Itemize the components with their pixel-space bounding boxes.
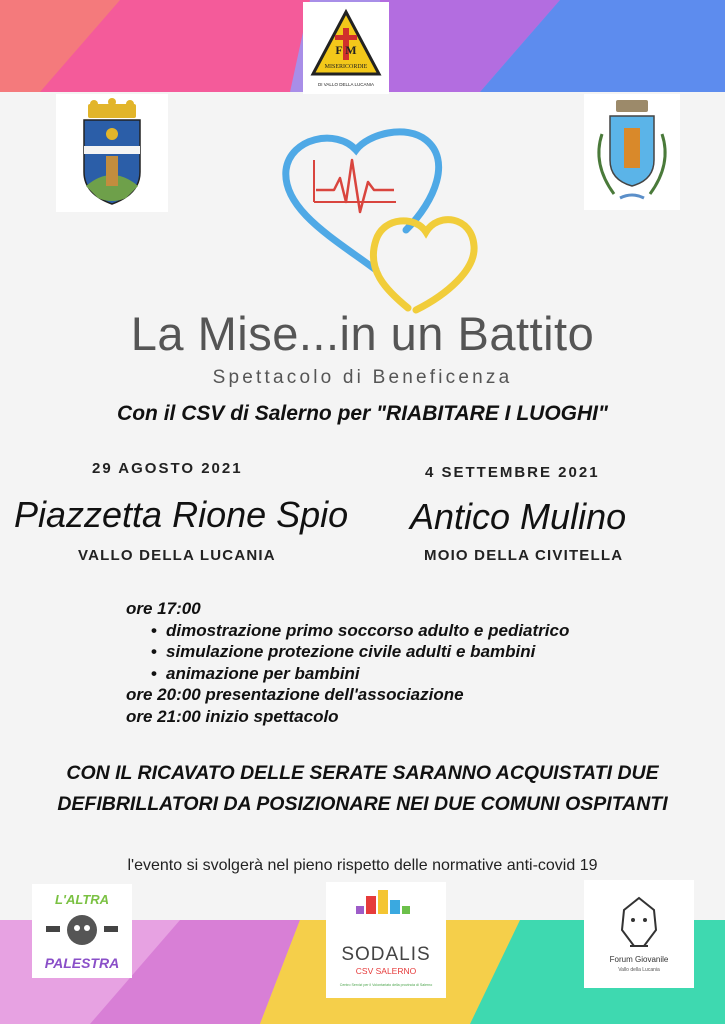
event-town-1: VALLO DELLA LUCANIA: [78, 547, 276, 564]
altra-palestra-logo: [32, 884, 132, 978]
notice-line-1: CON IL RICAVATO DELLE SERATE SARANNO ACQUISTATI DUE: [66, 762, 659, 784]
event-town-2: MOIO DELLA CIVITELLA: [424, 547, 624, 564]
event-title: La Mise...in un Battito: [130, 307, 595, 360]
svg-text:SODALIS: SODALIS: [341, 944, 431, 965]
sodalis-logo: [326, 882, 446, 998]
misericordie-logo: [303, 2, 389, 94]
schedule-bullet: • animazione per bambini: [166, 663, 569, 685]
svg-text:Centro Servizi per il Volontar: Centro Servizi per il Volontariato della provincia di Salerno: [339, 983, 433, 987]
schedule: [126, 598, 569, 727]
svg-text:Vallo della Lucania: Vallo della Lucania: [618, 967, 660, 973]
ecg-line-icon: [316, 160, 394, 212]
csv-line: Con il CSV di Salerno per "RIABITARE I LUOGHI": [117, 402, 608, 425]
hearts-heartbeat-logo: [276, 120, 486, 320]
svg-text:Forum Giovanile: Forum Giovanile: [609, 955, 669, 964]
notice-line-2: DEFIBRILLATORI DA POSIZIONARE NEI DUE COMUNI OSPITANTI: [57, 793, 668, 815]
schedule-line-2: ore 20:00 presentazione dell'associazione: [126, 685, 464, 704]
svg-text:L'ALTRA: L'ALTRA: [54, 892, 110, 907]
palestra-mascot-icon: [32, 884, 132, 978]
schedule-first-time: ore 17:00: [126, 599, 201, 618]
event-date-2: 4 SETTEMBRE 2021: [425, 464, 600, 481]
svg-text:F M: F M: [335, 43, 357, 57]
svg-text:DI VALLO DELLA LUCANIA: DI VALLO DELLA LUCANIA: [318, 82, 374, 87]
misericordie-emblem-icon: [303, 2, 389, 94]
fundraising-notice: [0, 758, 725, 820]
sodalis-emblem-icon: [326, 882, 446, 998]
schedule-bullets: [126, 620, 569, 685]
schedule-bullet: • simulazione protezione civile adulti e bambini: [166, 641, 569, 663]
event-subtitle: Spettacolo di Beneficenza: [212, 367, 513, 388]
covid-note: l'evento si svolgerà nel pieno rispetto delle normative anti-covid 19: [127, 857, 598, 874]
schedule-bullet: • dimostrazione primo soccorso adulto e pediatrico: [166, 620, 569, 642]
coat-of-arms-icon: [56, 94, 168, 212]
event-place-1: Piazzetta Rione Spio: [14, 494, 349, 535]
lion-icon: [584, 880, 694, 988]
schedule-line-3: ore 21:00 inizio spettacolo: [126, 706, 339, 726]
event-place-2: Antico Mulino: [410, 496, 627, 537]
yellow-heart-icon: [373, 220, 474, 310]
svg-text:PALESTRA: PALESTRA: [44, 955, 120, 971]
event-date-1: 29 AGOSTO 2021: [92, 460, 243, 477]
coat-of-arms-wreath-icon: [584, 94, 680, 210]
svg-text:CSV SALERNO: CSV SALERNO: [355, 966, 417, 976]
moio-coat-of-arms: [584, 94, 680, 210]
svg-text:MISERICORDIE: MISERICORDIE: [324, 64, 368, 70]
forum-giovanile-logo: [584, 880, 694, 988]
vallo-coat-of-arms: [56, 94, 168, 212]
